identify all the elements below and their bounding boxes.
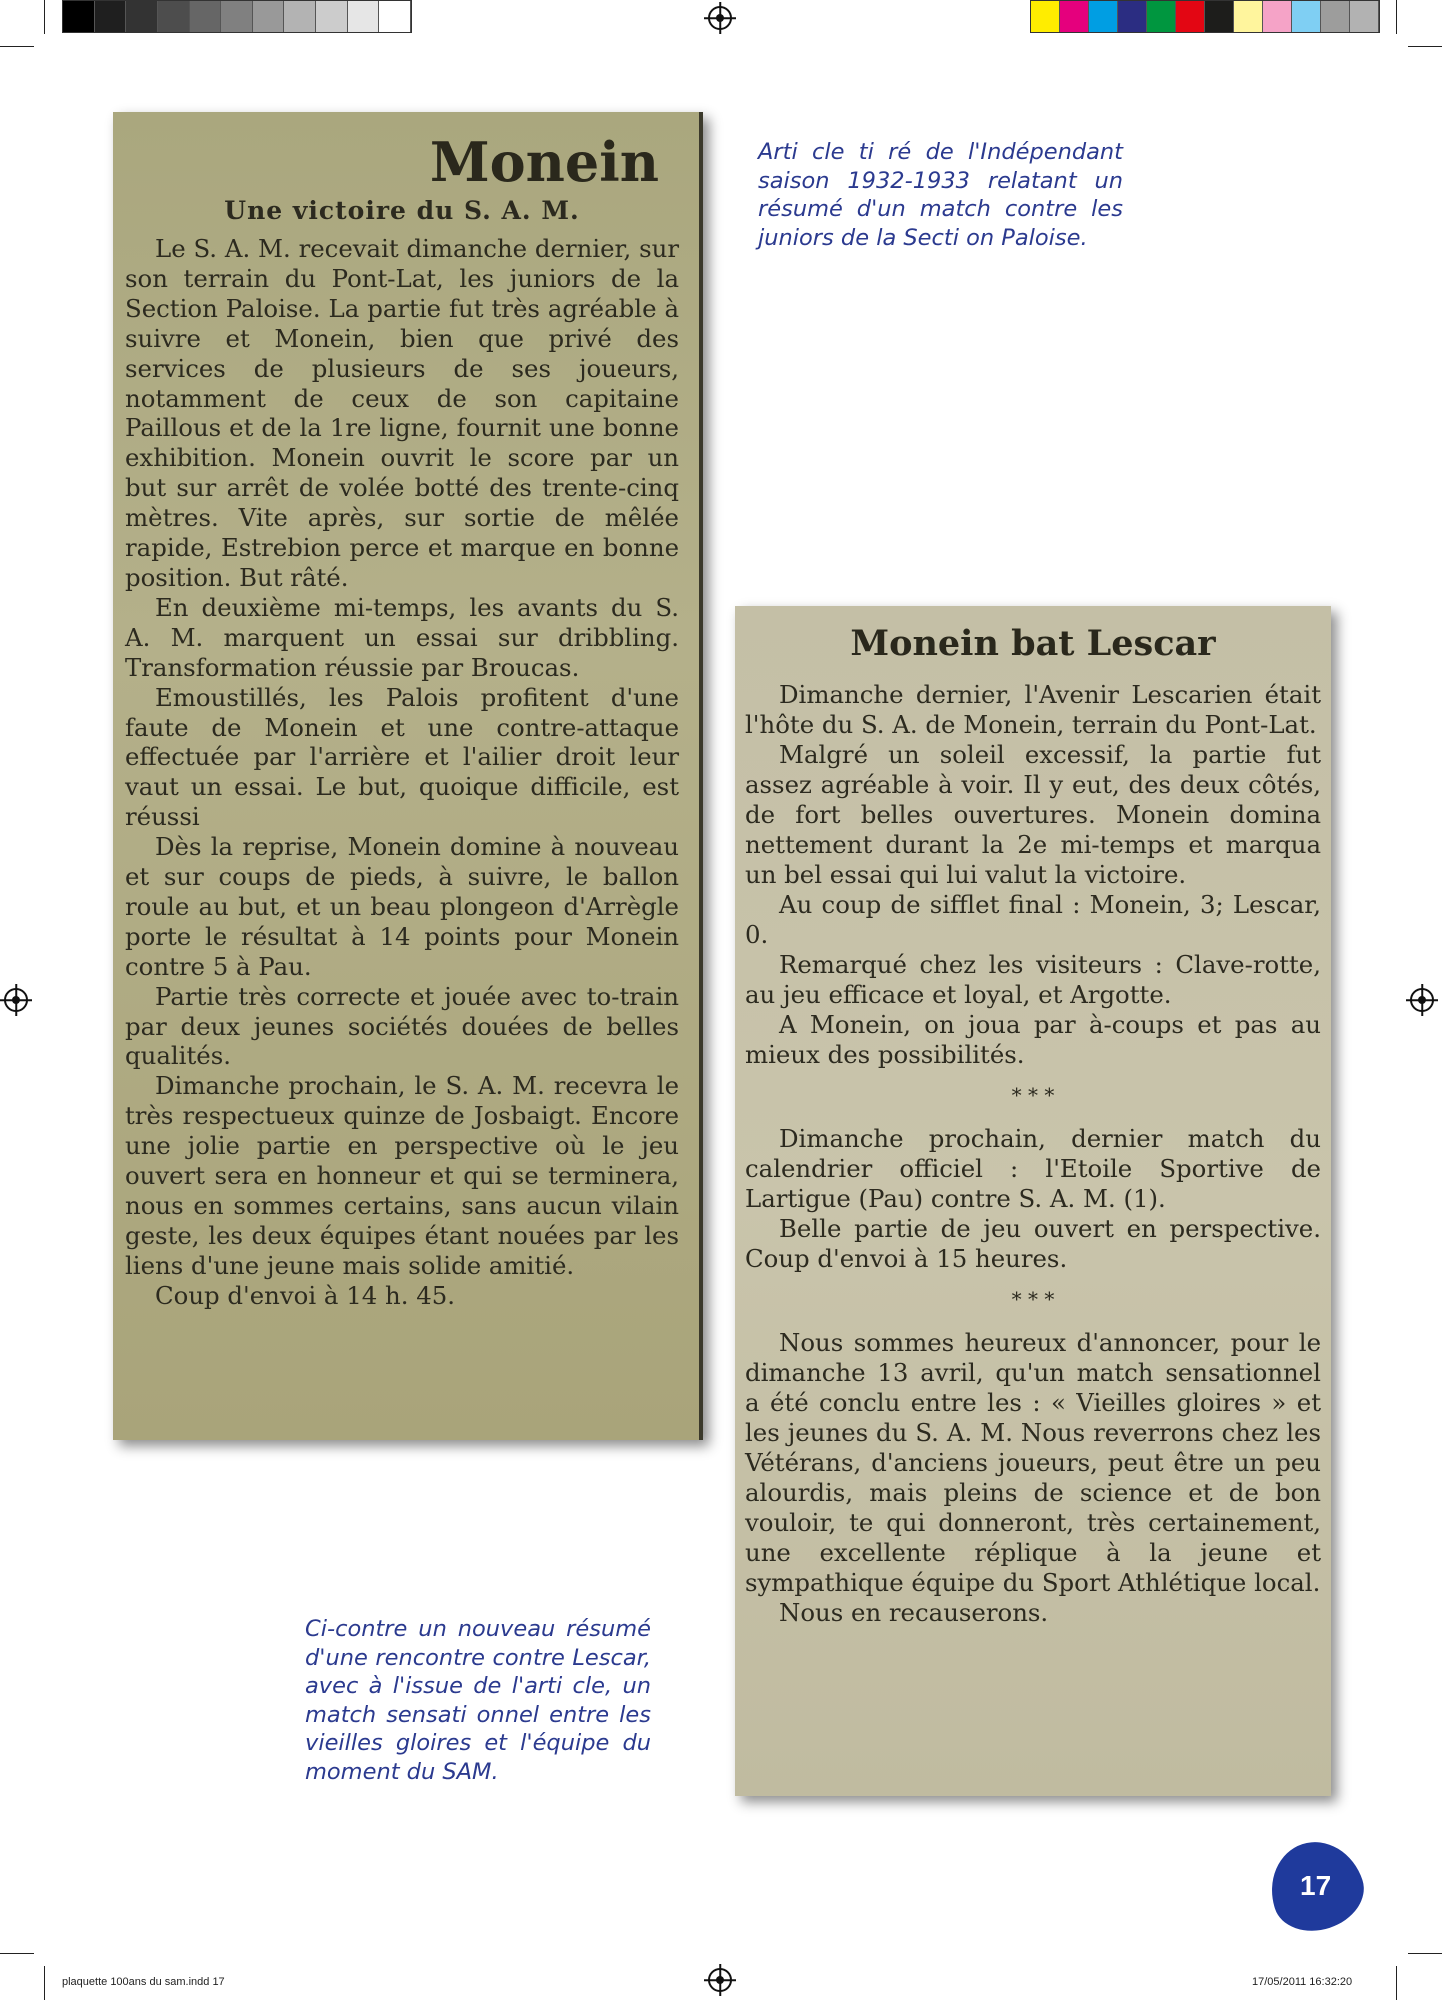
clipping-paragraph: Belle partie de jeu ouvert en perspective. Coup d'envoi à 15 heures. [745, 1214, 1321, 1273]
crop-mark [0, 1953, 34, 1954]
clipping-paragraph: Nous sommes heureux d'annoncer, pour le dimanche 13 avril, qu'un match sensationnel a été conclu entre les : « Vieilles gloires » et les jeunes du S. A. M. Nous reverrons chez les Vétérans, d'anciens joueurs, peut être un peu alourdis, mais pleins de science et de bon vouloir, te qui donneront, très certainement, une excellente réplique à la jeune et sympathique équipe du Sport Athlétique local. [745, 1328, 1321, 1597]
color-swatch [190, 1, 222, 32]
grayscale-color-bar [62, 0, 412, 33]
color-swatch [1263, 1, 1292, 32]
clipping-paragraph: Remarqué chez les visiteurs : Clave-rotte, au jeu efficace et loyal, et Argotte. [745, 950, 1321, 1009]
page-number: 17 [1300, 1870, 1332, 1901]
crop-mark [1396, 1966, 1397, 2000]
color-swatch [63, 1, 95, 32]
registration-mark-icon [4, 988, 28, 1012]
crop-mark [0, 46, 34, 47]
registration-mark-icon [708, 1968, 732, 1992]
crop-mark [1396, 0, 1397, 34]
clipping-paragraph: Malgré un soleil excessif, la partie fut assez agréable à voir. Il y eut, des deux côtés, de fort belles ouvertures. Monein domina nettement durant la 2e mi-temps et marqua un bel essai qui lui valut la victoire. [745, 740, 1321, 889]
page-number-badge [1259, 1830, 1374, 1942]
color-swatch [158, 1, 190, 32]
color-swatch [95, 1, 127, 32]
color-swatch [1292, 1, 1321, 32]
clipping-paragraph: Dès la reprise, Monein domine à nouveau et sur coups de pieds, à suivre, le ballon roule au but, et un beau plongeon d'Arrègle porte le résultat à 14 points pour Monein contre 5 à Pau. [125, 832, 679, 981]
color-swatch [284, 1, 316, 32]
clipping-paragraph: Dimanche dernier, l'Avenir Lescarien était l'hôte du S. A. de Monein, terrain du Pont-Lat. [745, 680, 1321, 739]
asterism-separator: * * * [1011, 1083, 1055, 1107]
caption-bottom: Ci-contre un nouveau résumé d'une rencontre contre Lescar, avec à l'issue de l'arti cle, un match sensati onnel entre les vieilles gloires et l'équipe du moment du SAM. [305, 1616, 651, 1785]
newspaper-clipping-monein [113, 112, 703, 1440]
registration-mark-icon [708, 6, 732, 30]
color-swatch [1176, 1, 1205, 32]
slug-filename: plaquette 100ans du sam.indd 17 [62, 1976, 225, 1988]
clipping-paragraph: Dimanche prochain, dernier match du calendrier officiel : l'Etoile Sportive de Lartigue (Pau) contre S. A. M. (1). [745, 1124, 1321, 1213]
color-swatch [1321, 1, 1350, 32]
color-swatch [1205, 1, 1234, 32]
cmyk-color-bar [1030, 0, 1380, 33]
color-swatch [1060, 1, 1089, 32]
registration-mark-icon [1410, 988, 1434, 1012]
color-swatch [379, 1, 411, 32]
clipping-paragraph: Au coup de sifflet final : Monein, 3; Lescar, 0. [745, 890, 1321, 949]
color-swatch [348, 1, 380, 32]
color-swatch [1350, 1, 1379, 32]
clipping-paragraph: En deuxième mi-temps, les avants du S. A. M. marquent un essai sur dribbling. Transformation réussie par Broucas. [125, 592, 679, 682]
color-swatch [221, 1, 253, 32]
color-swatch [253, 1, 285, 32]
newspaper-clipping-monein-bat-lescar [735, 606, 1331, 1796]
color-swatch [126, 1, 158, 32]
clipping-subtitle: Une victoire du S. A. M. [224, 196, 580, 225]
clipping-title: Monein bat Lescar [850, 623, 1216, 664]
caption-top: Arti cle ti ré de l'Indépendant saison 1932-1933 relatant un résumé d'un match contre les juniors de la Secti on Paloise. [758, 139, 1123, 251]
crop-mark [44, 0, 45, 34]
slug-timestamp: 17/05/2011 16:32:20 [1252, 1976, 1353, 1988]
color-swatch [1118, 1, 1147, 32]
crop-mark [1408, 46, 1442, 47]
clipping-paragraph: Le S. A. M. recevait dimanche dernier, sur son terrain du Pont-Lat, les juniors de la Section Paloise. La partie fut très agréable à suivre et Monein, bien que privé des services de plusieurs de ses joueurs, notamment de ceux de son capitaine Paillous et de la 1re ligne, fournit une bonne exhibition. Monein ouvrit le score par un but sur arrêt de volée botté des trente-cinq mètres. Vite après, sur sortie de mêlée rapide, Estrebion perce et marque en bonne position. But râté. [125, 234, 679, 592]
clipping-paragraph: Nous en recauserons. [779, 1598, 1049, 1627]
color-swatch [316, 1, 348, 32]
clipping-title: Monein [429, 130, 659, 194]
color-swatch [1234, 1, 1263, 32]
color-swatch [1147, 1, 1176, 32]
clipping-paragraph: Partie très correcte et jouée avec to-train par deux jeunes sociétés douées de belles qualités. [125, 981, 679, 1071]
clipping-paragraph: Emoustillés, les Palois profitent d'une faute de Monein et une contre-attaque effectuée par l'arrière et l'ailier droit leur vaut un essai. Le but, quoique difficile, est réussi [125, 682, 679, 832]
crop-mark [1408, 1953, 1442, 1954]
color-swatch [1089, 1, 1118, 32]
color-swatch [1031, 1, 1060, 32]
clipping-paragraph: Coup d'envoi à 14 h. 45. [155, 1280, 455, 1310]
clipping-paragraph: A Monein, on joua par à-coups et pas au mieux des possibilités. [745, 1010, 1321, 1069]
clipping-paragraph: Dimanche prochain, le S. A. M. recevra le très respectueux quinze de Josbaigt. Encore une jolie partie en perspective où le jeu ouvert sera en honneur et qui se terminera, nous en sommes certains, sans aucun vilain geste, les deux équipes étant nouées par les liens d'une jeune mais solide amitié. [125, 1071, 679, 1280]
crop-mark [44, 1966, 45, 2000]
asterism-separator: * * * [1011, 1287, 1055, 1311]
